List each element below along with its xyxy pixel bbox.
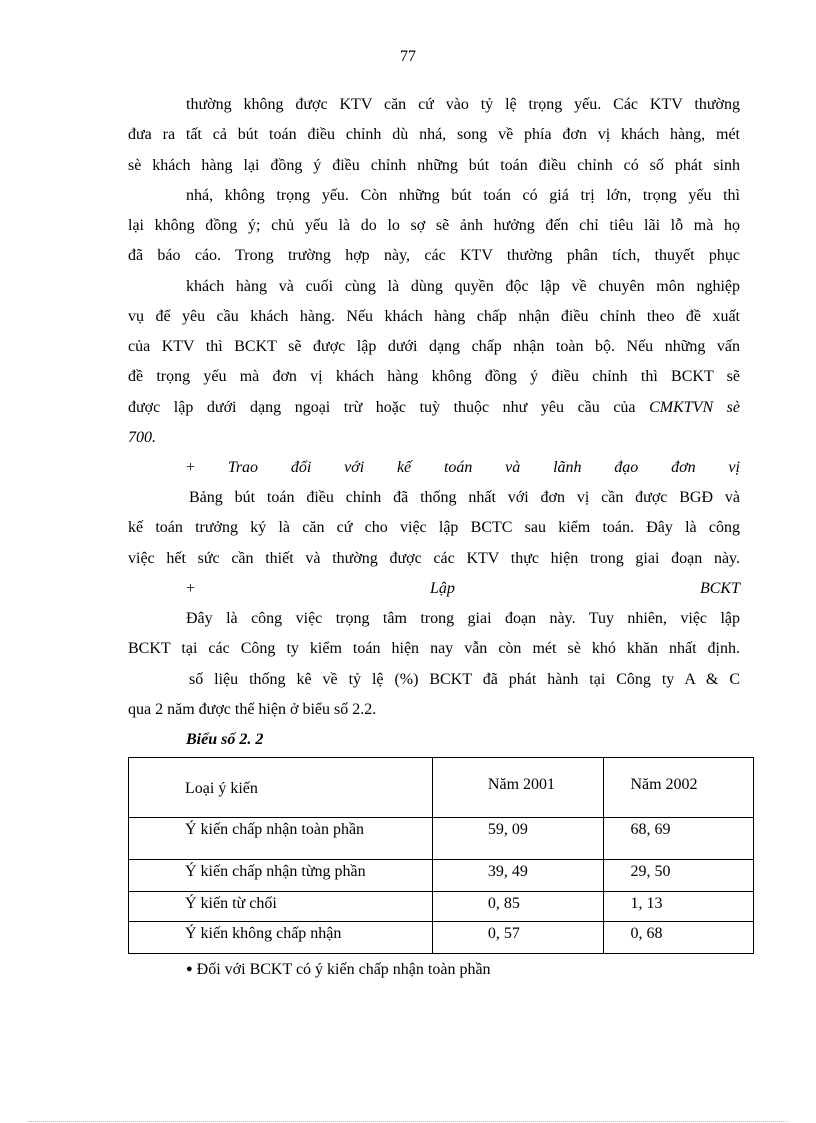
paragraph-line: của KTV thì BCKT sẽ được lập dưới dạng chấp nhận toàn bộ. Nếu những vấn [128,338,740,355]
header-cell [129,758,433,818]
section-heading-trao-doi [186,458,740,478]
paragraph-text: được lập dưới dạng ngoại trừ hoặc tuỳ thuộc như yêu cầu của [128,399,636,416]
bullet-item [186,961,491,979]
cell-text: 0, 85 [487,895,520,912]
heading-word: lãnh [553,459,582,476]
table-row [129,860,754,892]
paragraph-line: số liệu thống kê về tỷ lệ (%) BCKT đã phát hành tại Công ty A & C [189,671,740,688]
heading-word: đổi [290,459,312,476]
table-row [129,892,754,922]
header-label: Năm 2002 [630,776,698,793]
cell-text: Ý kiến không chấp nhận [185,925,342,942]
table-cell [129,892,433,922]
paragraph-line: kế toán trưởng ký là căn cứ cho việc lập BCTC sau kiểm toán. Đây là công [128,519,740,536]
table-cell [604,922,754,954]
header-cell [604,758,754,818]
bullet-icon: ● [186,963,193,975]
table-cell [432,922,604,954]
paragraph-line: vụ để yêu cầu khách hàng. Nếu khách hàng chấp nhận điều chỉnh theo đề xuất [128,308,740,325]
table-cell [604,892,754,922]
heading-word: BCKT [699,580,740,597]
bullet-text: Đối với BCKT có ý kiến chấp nhận toàn phần [196,961,491,978]
cell-text: 68, 69 [630,821,671,838]
standard-reference-number: 700. [128,429,156,446]
table-cell [604,860,754,892]
table-cell [432,818,604,860]
cell-text: 59, 09 [487,821,528,838]
table-caption: Biểu số 2. 2 [186,731,264,748]
paragraph-line: qua 2 năm được thể hiện ở biểu số 2.2. [128,701,377,718]
heading-word: và [505,459,521,476]
table-cell [604,818,754,860]
paragraph-line: Bảng bút toán điều chỉnh đã thống nhất với đơn vị cần được BGĐ và [189,489,740,506]
heading-word: với [344,459,365,476]
opinion-statistics-table [128,757,754,954]
heading-word: toán [443,459,473,476]
plus-marker: + [186,580,196,597]
paragraph-line: khách hàng và cuối cùng là dùng quyền độc lập về chuyên môn nghiệp [186,278,740,295]
paragraph-line: lại không đồng ý; chủ yếu là do lo sợ sẽ ảnh hưởng đến chỉ tiêu lãi lỗ mà họ [128,217,740,234]
table-cell [432,860,604,892]
heading-word: kế [396,459,412,476]
table-cell [129,922,433,954]
cell-text: Ý kiến từ chối [185,895,277,912]
table-header-row [129,758,754,818]
page-number: 77 [400,48,416,65]
plus-marker: + [186,459,196,476]
paragraph-line: Đây là công việc trọng tâm trong giai đoạn này. Tuy nhiên, việc lập [186,610,740,627]
cell-text: Ý kiến chấp nhận toàn phần [185,821,365,838]
paragraph-line: nhá, không trọng yếu. Còn những bút toán có giá trị lớn, trọng yếu thì [186,187,740,204]
cell-text: Ý kiến chấp nhận từng phần [185,863,366,880]
header-label: Năm 2001 [487,776,556,793]
heading-word: đạo [614,459,639,476]
heading-word: đơn [671,459,696,476]
heading-word: vị [728,459,740,476]
cell-text: 1, 13 [630,895,663,912]
cell-text: 0, 57 [487,925,520,942]
heading-word: Lập [430,580,455,597]
paragraph-line: sè khách hàng lại đồng ý điều chỉnh những bút toán điều chỉnh có số phát sinh [128,157,740,174]
table-cell [129,860,433,892]
table-row [129,922,754,954]
header-label: Loại ý kiến [185,780,258,797]
cell-text: 0, 68 [630,925,663,942]
table-cell [129,818,433,860]
header-cell [432,758,604,818]
cell-text: 29, 50 [630,863,671,880]
paragraph-line: BCKT tại các Công ty kiểm toán hiện nay vẫn còn mét sè khó khăn nhất định. [128,640,740,657]
page-bottom-rule [28,1121,788,1122]
heading-word: Trao [227,459,259,476]
paragraph-line: đề trọng yếu mà đơn vị khách hàng không đồng ý điều chỉnh thì BCKT sẽ [128,368,740,385]
table-cell [432,892,604,922]
paragraph-line [128,398,740,418]
cell-text: 39, 49 [487,863,528,880]
table-row [129,818,754,860]
paragraph-line: thường không được KTV căn cứ vào tỷ lệ trọng yếu. Các KTV thường [186,96,740,113]
paragraph-line: việc hết sức cần thiết và thường được các KTV thực hiện trong giai đoạn này. [128,550,740,567]
paragraph-line: đã báo cáo. Trong trường hợp này, các KTV thường phân tích, thuyết phục [128,247,740,264]
standard-reference: CMKTVN sè [649,399,741,416]
paragraph-line: đưa ra tất cả bút toán điều chỉnh dù nhá, song về phía đơn vị khách hàng, mét [128,126,740,143]
